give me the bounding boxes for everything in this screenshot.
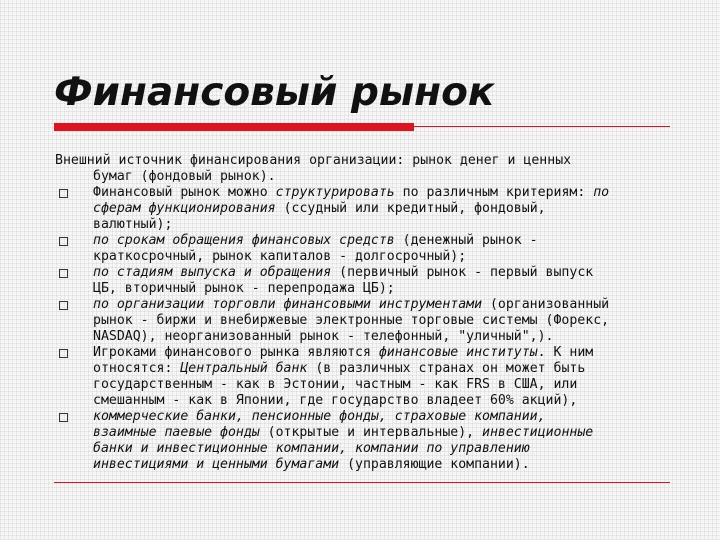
italic-text: коммерческие банки, пенсионные фонды, страховые компании, <box>93 409 546 424</box>
text-line <box>55 185 685 201</box>
title-underline-rule <box>414 126 670 127</box>
text-run: Финансовый рынок можно <box>93 185 276 200</box>
italic-text: по срокам обращения финансовых средств <box>93 233 395 248</box>
text-line <box>55 169 685 185</box>
italic-text: по организации торговли финансовыми инструментами <box>93 297 483 312</box>
italic-text: банки и инвестиционные компании, компании по управлению <box>93 441 530 456</box>
text-line <box>55 249 685 265</box>
text-run: Игроками финансового рынка являются <box>93 345 379 360</box>
bullet-item <box>55 345 685 409</box>
italic-text: Центральный банк <box>180 361 308 376</box>
text-line <box>55 313 685 329</box>
text-run: бумаг (фондовый рынок). <box>93 169 276 184</box>
text-run: (открытые и интервальные), <box>259 425 483 440</box>
bullet-item <box>55 297 685 345</box>
footer-rule <box>54 482 670 483</box>
text-line <box>55 153 685 169</box>
text-run: NASDAQ), неорганизованный рынок - телефонный, "уличный",). <box>93 329 554 344</box>
text-line <box>55 297 685 313</box>
text-run: валютный); <box>93 217 173 232</box>
italic-text: инвестициями и ценными бумагами <box>93 457 340 472</box>
text-line <box>55 409 685 425</box>
hollow-square-icon <box>59 301 68 310</box>
hollow-square-icon <box>59 349 68 358</box>
bullet-item <box>55 265 685 297</box>
slide-title: Финансовый рынок <box>54 70 495 115</box>
bullet-item <box>55 233 685 265</box>
italic-text: структурировать <box>275 185 395 200</box>
text-line <box>55 361 685 377</box>
text-line <box>55 201 685 217</box>
title-underline-bar <box>54 123 414 131</box>
text-line <box>55 233 685 249</box>
bullet-item <box>55 409 685 473</box>
text-run: . К ним <box>537 345 594 360</box>
text-run: смешанным - как в Японии, где государство владеет 60% акций), <box>93 393 578 408</box>
text-run: (организованный <box>482 297 610 312</box>
text-run: (денежный рынок - <box>394 233 538 248</box>
bullet-item <box>55 185 685 233</box>
italic-text: взаимные паевые фонды <box>93 425 260 440</box>
text-run: (первичный рынок - первый выпуск <box>331 265 594 280</box>
italic-text: по <box>593 185 610 200</box>
text-run: рынок - биржи и внебиржевые электронные торговые системы (Форекс, <box>93 313 610 328</box>
text-run: краткосрочный, рынок капиталов - долгосрочный); <box>93 249 467 264</box>
italic-text: инвестиционные <box>482 425 594 440</box>
text-run: относятся: <box>93 361 181 376</box>
hollow-square-icon <box>59 269 68 278</box>
hollow-square-icon <box>59 237 68 246</box>
text-run: ЦБ, вторичный рынок - перепродажа ЦБ); <box>93 281 395 296</box>
text-line <box>55 265 685 281</box>
text-line <box>55 281 685 297</box>
italic-text: финансовые институты <box>378 345 538 360</box>
text-line <box>55 393 685 409</box>
slide-body <box>55 153 685 473</box>
italic-text: сферам функционирования <box>93 201 276 216</box>
text-line <box>55 425 685 441</box>
text-run: Внешний источник финансирования организации: рынок денег и ценных <box>55 153 572 168</box>
hollow-square-icon <box>59 189 68 198</box>
text-line <box>55 345 685 361</box>
text-run: по различным критериям: <box>394 185 594 200</box>
hollow-square-icon <box>59 413 68 422</box>
text-run: (управляющие компании). <box>339 457 530 472</box>
text-line <box>55 217 685 233</box>
text-line <box>55 441 685 457</box>
italic-text: по стадиям выпуска и обращения <box>93 265 332 280</box>
text-run: (ссудный или кредитный, фондовый, <box>275 201 546 216</box>
text-line <box>55 377 685 393</box>
text-line <box>55 329 685 345</box>
intro-paragraph <box>55 153 685 185</box>
text-line <box>55 457 685 473</box>
text-run: государственным - как в Эстонии, частным - как FRS в США, или <box>93 377 578 392</box>
text-run: (в различных странах он может быть <box>307 361 586 376</box>
